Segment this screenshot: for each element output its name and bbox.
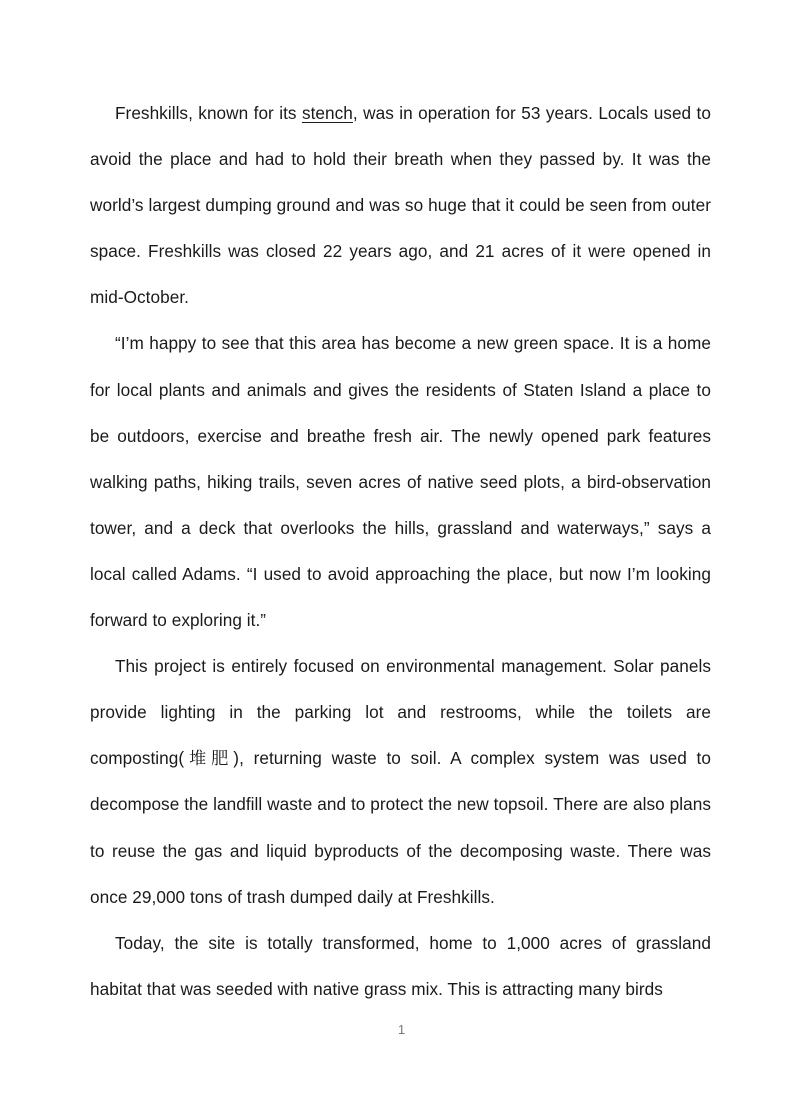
underlined-word-stench: stench: [301, 103, 353, 123]
paragraph-4: Today, the site is totally transformed, home to 1,000 acres of grassland habitat that was seeded with native grass mix. This is attracting many birds: [90, 932, 711, 999]
paragraph-1-start: Freshkills, known for its: [115, 103, 302, 123]
paragraph-1: [90, 90, 711, 320]
paragraph-2: “I’m happy to see that this area has become a new green space. It is a home for local plants and animals and gives the residents of Staten Island a place to be outdoors, exercise and breathe fresh air. The newly opened park features walking paths, hiking trails, seven acres of native seed plots, a bird-observation tower, and a deck that overlooks the hills, grassland and waterways,” says a local called Adams. “I used to avoid approaching the place, but now I’m looking forward to exploring it.”: [90, 333, 711, 631]
document-page: [90, 90, 711, 1012]
paragraph-1-rest: , was in operation for 53 years. Locals used to avoid the place and had to hold their breath when they passed by. It was the world’s largest dumping ground and was so huge that it could be seen from outer space. Freshkills was closed 22 years ago, and 21 acres of it were opened in mid-October.: [90, 103, 711, 308]
page-number: 1: [397, 1022, 406, 1037]
paragraph-3: This project is entirely focused on environmental management. Solar panels provide lighting in the parking lot and restrooms, while the toilets are composting(堆肥), returning waste to soil. A complex system was used to decompose the landfill waste and to protect the new topsoil. There are also plans to reuse the gas and liquid byproducts of the decomposing waste. There was once 29,000 tons of trash dumped daily at Freshkills.: [90, 656, 711, 907]
